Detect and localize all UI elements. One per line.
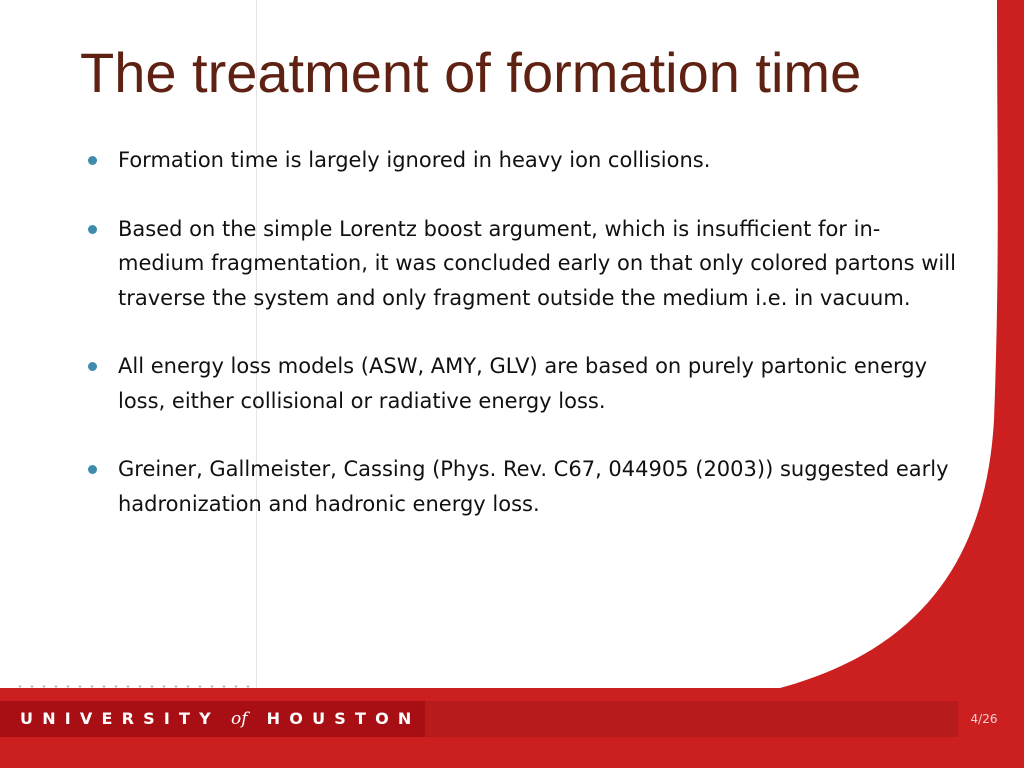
logo-word-university: UNIVERSITY bbox=[20, 709, 220, 728]
bullet-item bbox=[88, 143, 956, 178]
page-number: 4/26 bbox=[970, 712, 998, 726]
bullet-dot-icon bbox=[88, 156, 97, 165]
logo-word-of: of bbox=[231, 709, 248, 729]
bullet-dot-icon bbox=[88, 225, 97, 234]
slide-title: The treatment of formation time bbox=[80, 41, 862, 104]
bullet-item bbox=[88, 212, 956, 316]
bullet-item bbox=[88, 349, 956, 418]
bullet-list bbox=[88, 143, 956, 555]
bullet-item bbox=[88, 452, 956, 521]
bullet-text: Based on the simple Lorentz boost argument, which is insufficient for in-medium fragmentation, it was concluded early on that only colored partons will traverse the system and only fragment outside the medium i.e. in vacuum. bbox=[118, 216, 956, 310]
bullet-text: Greiner, Gallmeister, Cassing (Phys. Rev. C67, 044905 (2003)) suggested early hadronization and hadronic energy loss. bbox=[118, 457, 949, 516]
bullet-dot-icon bbox=[88, 465, 97, 474]
bullet-text: All energy loss models (ASW, AMY, GLV) are based on purely partonic energy loss, either collisional or radiative energy loss. bbox=[118, 354, 928, 413]
bullet-dot-icon bbox=[88, 362, 97, 371]
bullet-text: Formation time is largely ignored in heavy ion collisions. bbox=[118, 148, 711, 172]
logo-word-houston: HOUSTON bbox=[266, 709, 421, 728]
university-logo bbox=[20, 706, 421, 732]
